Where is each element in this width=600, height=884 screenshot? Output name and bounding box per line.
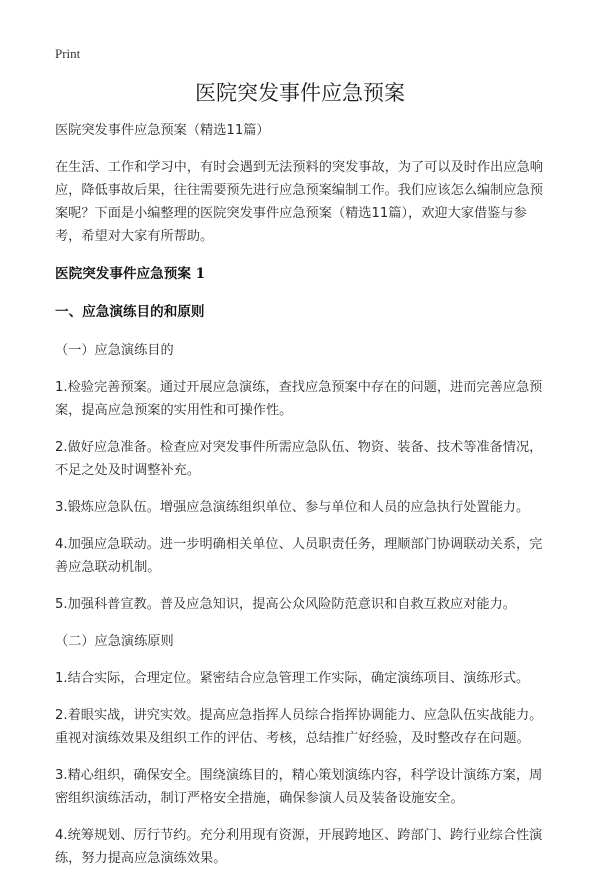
document-subtitle: 医院突发事件应急预案（精选11篇） [55,123,270,138]
document-body [55,119,544,884]
document-title: 医院突发事件应急预案 [195,81,405,105]
subsection-heading: （二）应急演练原则 [55,634,174,649]
list-item: 5.加强科普宣教。普及应急知识，提高公众风险防范意识和自救互救应对能力。 [55,597,516,612]
list-item: 4.加强应急联动。进一步明确相关单位、人员职责任务，理顺部门协调联动关系，完善应急联动机制。 [55,537,543,575]
intro-paragraph: 在生活、工作和学习中，有时会遇到无法预料的突发事故，为了可以及时作出应急响应，降低事故后果，往往需要预先进行应急预案编制工作。我们应该怎么编制应急预案呢？下面是小编整理的医院突发事件应急预案（精选11篇），欢迎大家借鉴与参考，希望对大家有所帮助。 [55,160,543,244]
list-item: 2.做好应急准备。检查应对突发事件所需应急队伍、物资、装备、技术等准备情况，不足之处及时调整补充。 [55,440,543,478]
print-link[interactable]: Print [55,46,81,61]
subsection-heading: （一）应急演练目的 [55,343,174,358]
list-item: 1.结合实际，合理定位。紧密结合应急管理工作实际，确定演练项目、演练形式。 [55,671,530,686]
section-heading: 一、应急演练目的和原则 [55,304,205,320]
list-item: 3.锻炼应急队伍。增强应急演练组织单位、参与单位和人员的应急执行处置能力。 [55,500,530,515]
list-item: 4.统筹规划、厉行节约。充分利用现有资源，开展跨地区、跨部门、跨行业综合性演练，努力提高应急演练效果。 [55,828,543,866]
list-item: 2.着眼实战，讲究实效。提高应急指挥人员综合指挥协调能力、应急队伍实战能力。重视对演练效果及组织工作的评估、考核，总结推广好经验，及时整改存在问题。 [55,708,543,746]
article-heading: 医院突发事件应急预案 1 [55,266,206,282]
list-item: 3.精心组织，确保安全。围绕演练目的，精心策划演练内容，科学设计演练方案，周密组织演练活动，制订严格安全措施，确保参演人员及装备设施安全。 [55,768,543,806]
list-item: 1.检验完善预案。通过开展应急演练，查找应急预案中存在的问题，进而完善应急预案，提高应急预案的实用性和可操作性。 [55,380,543,418]
